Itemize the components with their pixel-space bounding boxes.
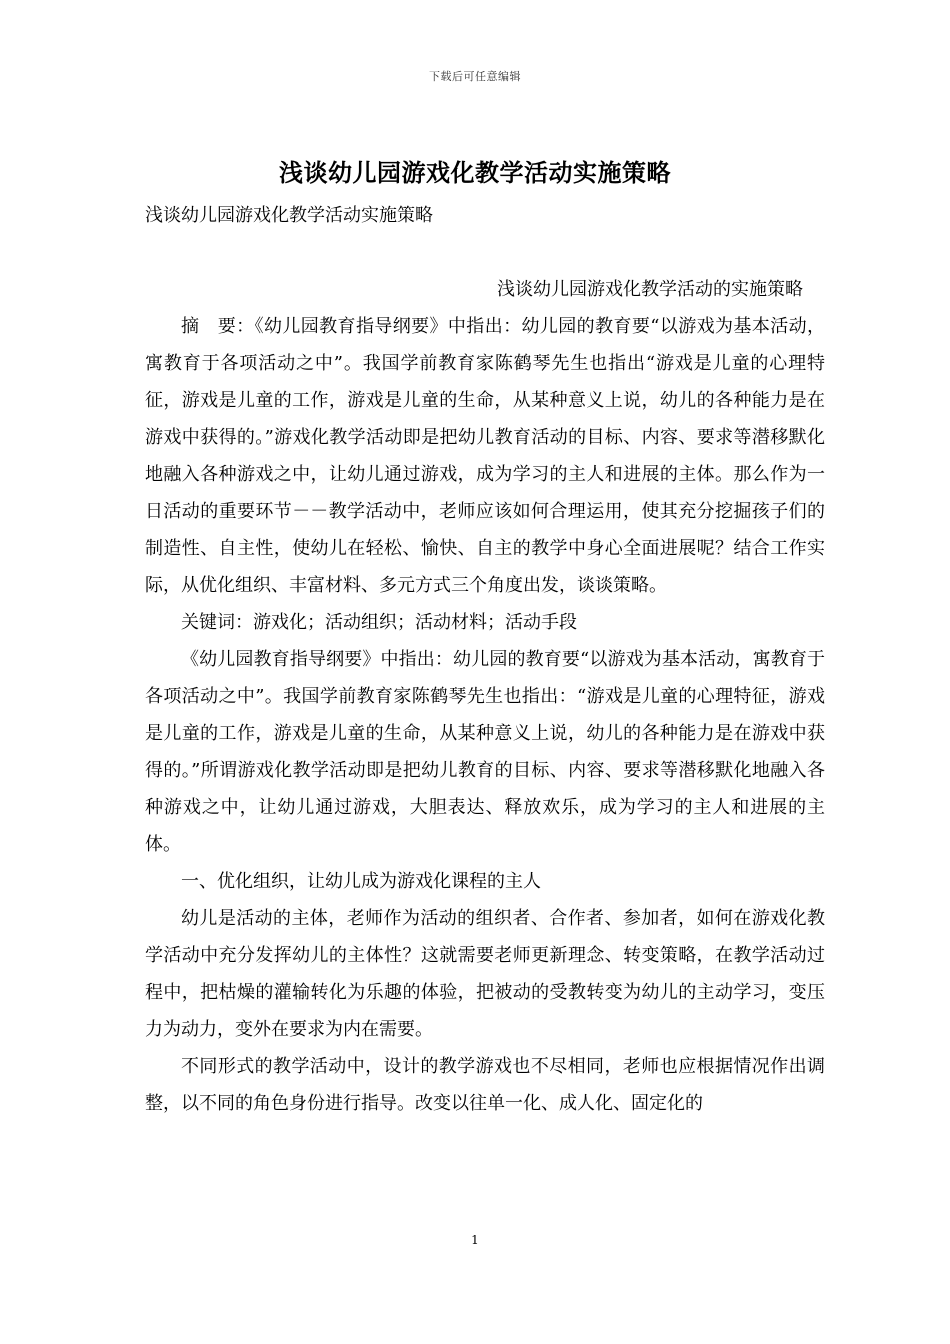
keywords-line: 关键词：游戏化；活动组织；活动材料；活动手段 bbox=[181, 612, 577, 633]
body-paragraph: 不同形式的教学活动中，设计的教学游戏也不尽相同，老师也应根据情况作出调整，以不同的角色身份进行指导。改变以往单一化、成人化、固定化的 bbox=[145, 1056, 825, 1114]
body-paragraph: 幼儿是活动的主体，老师作为活动的组织者、合作者、参加者，如何在游戏化教学活动中充分发挥幼儿的主体性？这就需要老师更新理念、转变策略，在教学活动过程中，把枯燥的灌输转化为乐趣的体验，把被动的受教转变为幼儿的主动学习，变压力为动力，变外在要求为内在需要。 bbox=[145, 908, 825, 1040]
abstract-paragraph: 摘 要：《幼儿园教育指导纲要》中指出：幼儿园的教育要“以游戏为基本活动，寓教育于各项活动之中”。我国学前教育家陈鹤琴先生也指出“游戏是儿童的心理特征，游戏是儿童的工作，游戏是儿童的生命，从某种意义上说，幼儿的各种能力是在游戏中获得的。”游戏化教学活动即是把幼儿教育活动的目标、内容、要求等潜移默化地融入各种游戏之中，让幼儿通过游戏，成为学习的主人和进展的主体。那么作为一日活动的重要环节－－教学活动中，老师应该如何合理运用，使其充分挖掘孩子们的制造性、自主性，使幼儿在轻松、愉快、自主的教学中身心全面进展呢？结合工作实际，从优化组织、丰富材料、多元方式三个角度出发，谈谈策略。 bbox=[145, 316, 825, 596]
article-heading: 浅谈幼儿园游戏化教学活动的实施策略 bbox=[497, 279, 803, 300]
document-subtitle: 浅谈幼儿园游戏化教学活动实施策略 bbox=[145, 205, 433, 226]
page-number: 1 bbox=[471, 1233, 479, 1247]
section-heading: 一、优化组织，让幼儿成为游戏化课程的主人 bbox=[181, 871, 541, 892]
body-paragraph: 《幼儿园教育指导纲要》中指出：幼儿园的教育要“以游戏为基本活动，寓教育于各项活动之中”。我国学前教育家陈鹤琴先生也指出：“游戏是儿童的心理特征，游戏是儿童的工作，游戏是儿童的生命，从某种意义上说，幼儿的各种能力是在游戏中获得的。”所谓游戏化教学活动即是把幼儿教育的目标、内容、要求等潜移默化地融入各种游戏之中，让幼儿通过游戏，大胆表达、释放欢乐，成为学习的主人和进展的主体。 bbox=[145, 649, 825, 855]
document-body bbox=[145, 197, 825, 1122]
page-header-note: 下载后可任意编辑 bbox=[429, 70, 521, 83]
document-title: 浅谈幼儿园游戏化教学活动实施策略 bbox=[279, 158, 671, 187]
